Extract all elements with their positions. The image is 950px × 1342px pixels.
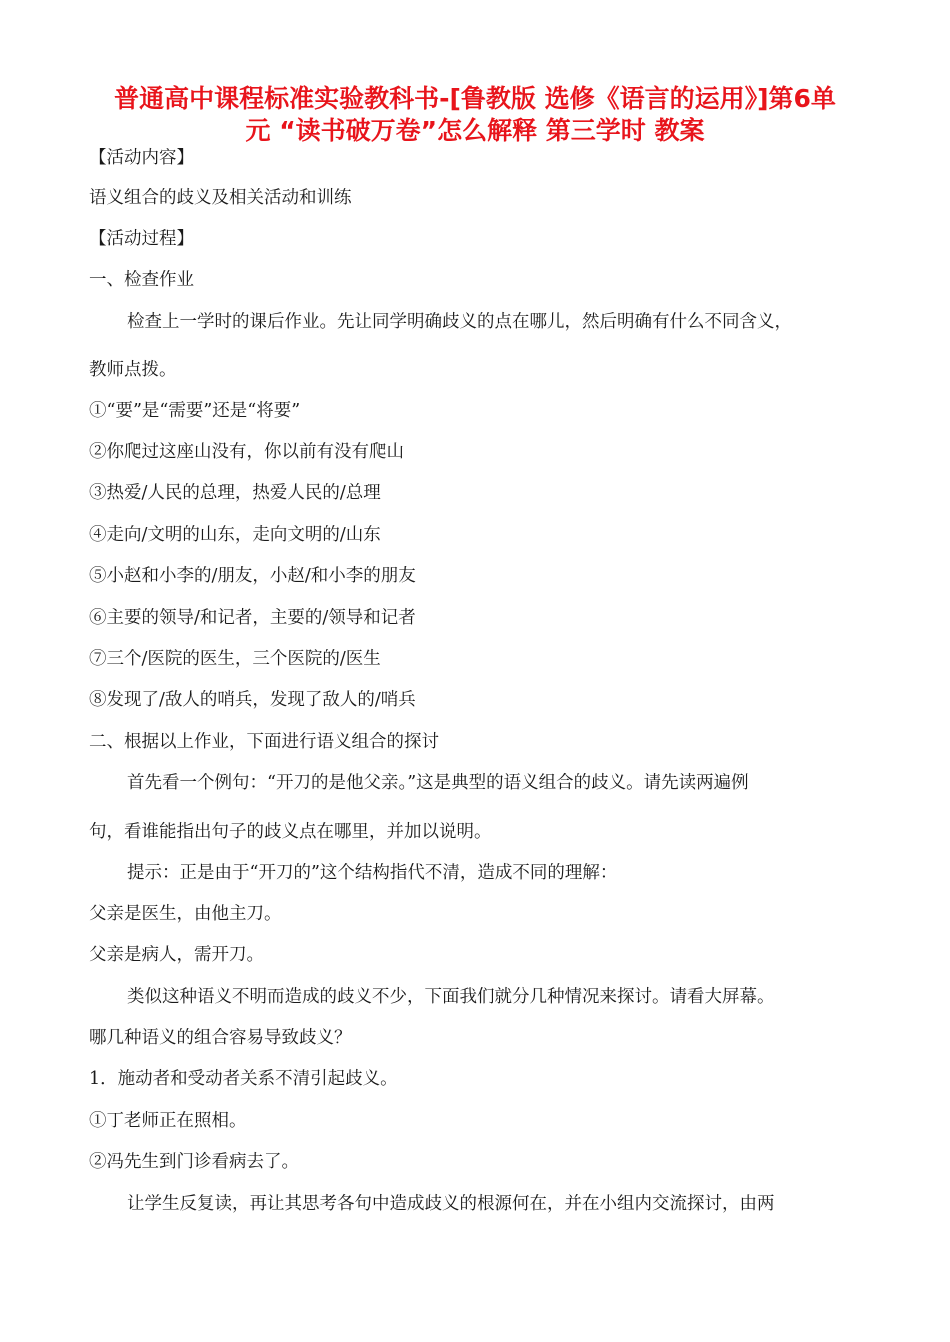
paragraph-line: 句，看谁能指出句子的歧义点在哪里，并加以说明。: [89, 822, 492, 842]
list-item: ①丁老师正在照相。: [89, 1111, 247, 1131]
paragraph-line: 语义组合的歧义及相关活动和训练: [89, 188, 352, 208]
list-item: ①“要”是“需要”还是“将要”: [89, 401, 301, 421]
list-item: ②你爬过这座山没有，你以前有没有爬山: [89, 442, 404, 462]
paragraph-line: 检查上一学时的课后作业。先让同学明确歧义的点在哪儿，然后明确有什么不同含义，: [127, 312, 792, 332]
paragraph-line: 教师点拨。: [89, 360, 177, 380]
list-item: 1．施动者和受动者关系不清引起歧义。: [89, 1069, 398, 1089]
list-item: ⑥主要的领导/和记者，主要的/领导和记者: [89, 608, 416, 628]
section-heading-activity-process: 【活动过程】: [89, 229, 194, 249]
paragraph-line: 哪几种语义的组合容易导致歧义？: [89, 1028, 352, 1048]
list-item: ⑤小赵和小李的/朋友，小赵/和小李的朋友: [89, 566, 416, 586]
paragraph-line: 让学生反复读，再让其思考各句中造成歧义的根源何在，并在小组内交流探讨，由两: [127, 1194, 775, 1214]
paragraph-line: 提示：正是由于“开刀的”这个结构指代不清，造成不同的理解：: [127, 863, 618, 883]
section-heading-activity-content: 【活动内容】: [89, 148, 194, 168]
document-title-line-1: 普通高中课程标准实验教科书-[鲁教版 选修《语言的运用》]第6单: [114, 84, 836, 113]
paragraph-line: 首先看一个例句：“开刀的是他父亲。”这是典型的语义组合的歧义。请先读两遍例: [127, 773, 749, 793]
list-item: ⑧发现了/敌人的哨兵，发现了敌人的/哨兵: [89, 690, 416, 710]
list-item: ③热爱/人民的总理，热爱人民的/总理: [89, 483, 381, 503]
document-title-line-2: 元 “读书破万卷”怎么解释 第三学时 教案: [245, 116, 705, 145]
list-item: ④走向/文明的山东，走向文明的/山东: [89, 525, 381, 545]
paragraph-line: 父亲是病人，需开刀。: [89, 945, 264, 965]
section-heading-check-homework: 一、检查作业: [89, 270, 194, 290]
paragraph-line: 父亲是医生，由他主刀。: [89, 904, 282, 924]
list-item: ⑦三个/医院的医生，三个医院的/医生: [89, 649, 381, 669]
list-item: ②冯先生到门诊看病去了。: [89, 1152, 299, 1172]
paragraph-line: 类似这种语义不明而造成的歧义不少，下面我们就分几种情况来探讨。请看大屏幕。: [127, 987, 775, 1007]
section-heading-discussion: 二、根据以上作业，下面进行语义组合的探讨: [89, 732, 439, 752]
